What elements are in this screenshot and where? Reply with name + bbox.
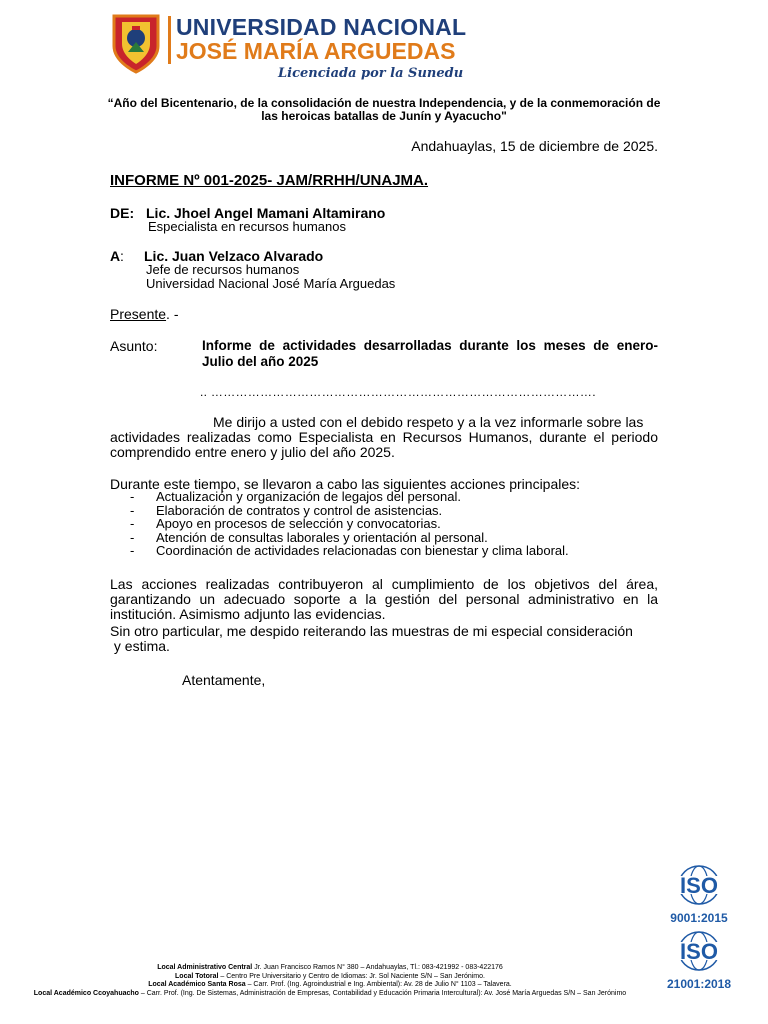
body-paragraph-1-first-line: Me dirijo a usted con el debido respeto y a la vez informarle sobre las (213, 414, 644, 430)
from-label: DE: (110, 205, 135, 221)
dotted-separator: .. …………………………………………………………………………………. (200, 385, 596, 399)
body-paragraph-4-line-2: y estima. (110, 638, 170, 654)
university-name-line1: UNIVERSIDAD NACIONAL (176, 14, 467, 40)
iso-globe-icon (666, 930, 732, 972)
footer-line-label: Local Académico Ccoyahuacho (33, 989, 139, 997)
presente-suffix: . - (166, 306, 179, 322)
list-item (130, 490, 569, 504)
body-paragraph-3: Las acciones realizadas contribuyeron al cumplimiento de los objetivos del área, garantizando un adecuado soporte a la gestión del personal administrativo en la institución. Asimismo adjunto las evidencias. (110, 576, 658, 622)
footer-addresses (20, 964, 640, 998)
footer-line (20, 981, 640, 990)
iso-globe-icon (666, 864, 732, 906)
iso-logo-text: ISO (680, 939, 718, 964)
footer-line (20, 990, 640, 999)
to-role: Jefe de recursos humanos (146, 262, 300, 277)
footer-line (20, 964, 640, 973)
footer-line-text: Jr. Juan Francisco Ramos N° 380 – Andahuaylas, Tl.: 083-421992 - 083-422176 (252, 964, 503, 971)
footer-line (20, 973, 640, 982)
list-item-text: Actualización y organización de legajos del personal. (156, 489, 461, 504)
list-bullet: - (130, 502, 135, 518)
report-number: INFORME Nº 001-2025- JAM/RRHH/UNAJMA. (110, 172, 429, 189)
footer-line-text: – Centro Pre Universitario y Centro de Idiomas: Jr. Sol Naciente S/N – San Jerónimo. (218, 972, 485, 980)
actions-list (130, 490, 569, 558)
from-role: Especialista en recursos humanos (148, 219, 346, 234)
list-item-text: Apoyo en procesos de selección y convocatorias. (156, 516, 441, 532)
subject-label: Asunto: (110, 338, 158, 354)
list-item-text: Elaboración de contratos y control de asistencias. (156, 502, 443, 518)
subject-text: Informe de actividades desarrolladas durante los meses de enero-Julio del año 2025 (202, 338, 658, 369)
list-item (130, 504, 569, 518)
to-institution: Universidad Nacional José María Arguedas (146, 276, 396, 291)
footer-line-label: Local Totoral (175, 972, 219, 980)
list-item (130, 531, 569, 545)
body-paragraph-4-line-1: Sin otro particular, me despido reiterando las muestras de mi especial consideración (110, 623, 633, 639)
presente-line (110, 306, 179, 322)
document-date: Andahuaylas, 15 de diciembre de 2025. (411, 138, 658, 154)
university-name-line2: JOSÉ MARÍA ARGUEDAS (176, 38, 456, 64)
footer-line-label: Local Administrativo Central (157, 964, 253, 971)
presente-word: Presente (110, 306, 167, 322)
to-label: A (110, 248, 121, 264)
footer-line-label: Local Académico Santa Rosa (148, 981, 246, 988)
iso-badge-21001 (666, 930, 732, 991)
to-name: Lic. Juan Velzaco Alvarado (144, 248, 324, 264)
iso-caption: 21001:2018 (666, 977, 732, 991)
body-paragraph-4 (110, 624, 658, 654)
footer-line-text: – Carr. Prof. (Ing. De Sistemas, Administración de Empresas, Contabilidad y Educación Primaria Intercultural): Av. José María Arguedas S/N – San Jerónimo (138, 989, 627, 997)
list-bullet: - (130, 529, 135, 545)
list-item-text: Atención de consultas laborales y orientación al personal. (156, 529, 488, 545)
university-crest-logo (110, 12, 162, 74)
list-item (130, 544, 569, 558)
footer-line-text: – Carr. Prof. (Ing. Agroindustrial e Ing. Ambiental): Av. 28 de Julio N° 1103 – Talavera. (245, 981, 512, 988)
to-colon: : (120, 248, 124, 264)
list-item-text: Coordinación de actividades relacionadas con bienestar y clima laboral. (156, 543, 569, 559)
iso-logo-text: ISO (680, 873, 718, 898)
header-divider (168, 16, 171, 64)
list-bullet: - (130, 543, 135, 559)
motto-line-2: las heroicas batallas de Junín y Ayacucho" (261, 109, 507, 123)
body-paragraph-1 (110, 415, 658, 460)
iso-badge-9001 (666, 864, 732, 925)
from-name: Lic. Jhoel Angel Mamani Altamirano (146, 205, 386, 221)
list-bullet: - (130, 489, 135, 504)
motto-line-1: “Año del Bicentenario, de la consolidación de nuestra Independencia, y de la conmemoración de (107, 96, 661, 110)
list-bullet: - (130, 516, 135, 532)
licensed-tagline: Licenciada por la Sunedu (278, 66, 464, 81)
iso-caption: 9001:2015 (670, 911, 728, 925)
closing: Atentamente, (182, 672, 266, 688)
list-item (130, 517, 569, 531)
year-motto (100, 97, 668, 123)
body-paragraph-2: Durante este tiempo, se llevaron a cabo las siguientes acciones principales: (110, 476, 581, 492)
body-paragraph-1-rest: actividades realizadas como Especialista en Recursos Humanos, durante el periodo comprendido entre enero y julio del año 2025. (110, 429, 658, 460)
